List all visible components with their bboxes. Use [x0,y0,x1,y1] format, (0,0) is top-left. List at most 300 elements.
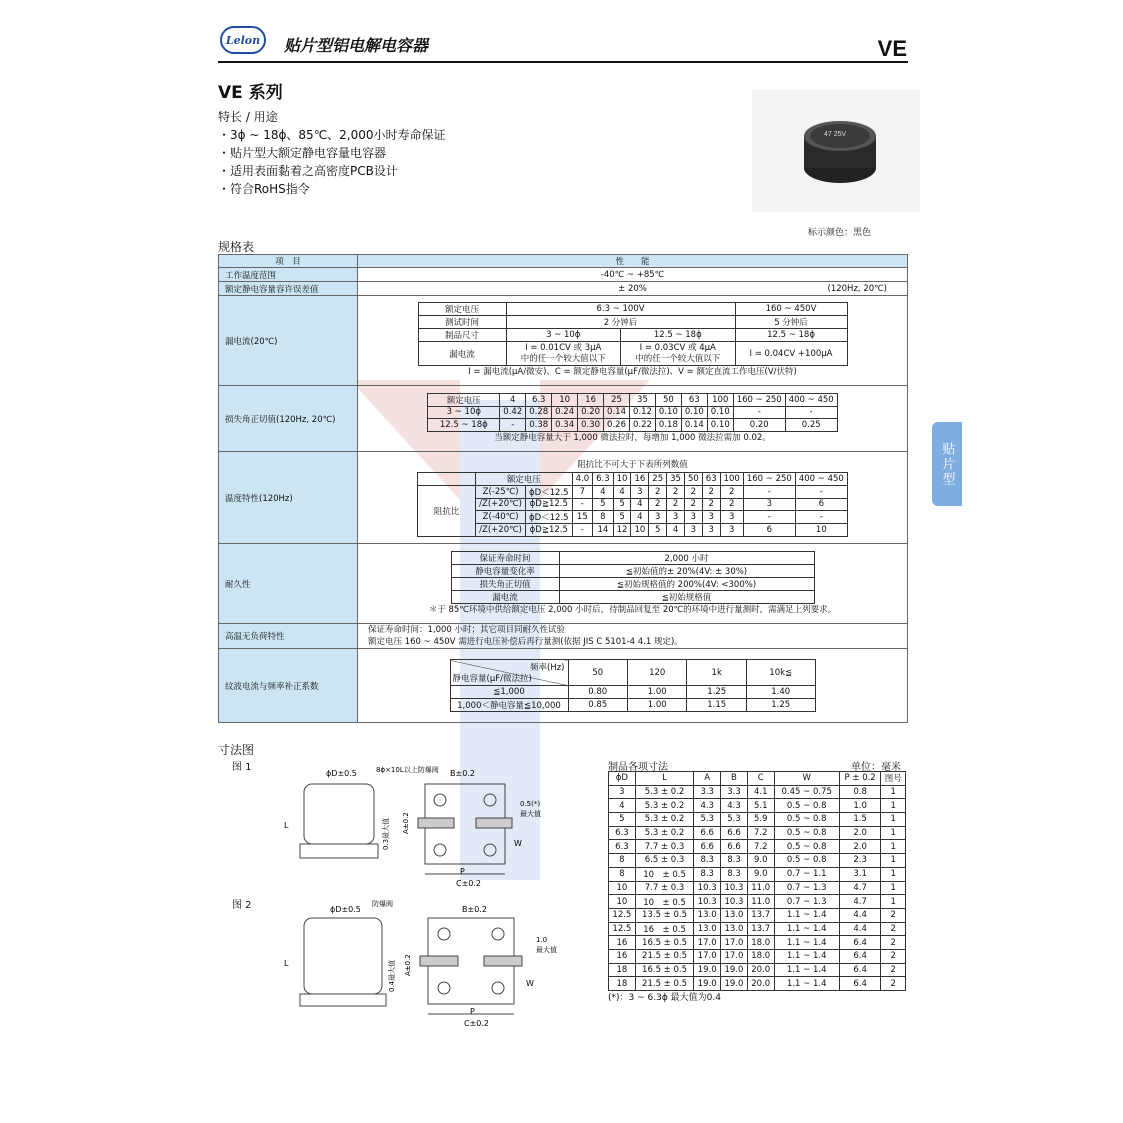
dim-header-cell: B [721,772,748,786]
dim-cell: 1 [881,813,906,827]
side-tab[interactable]: 贴片型 [932,422,962,506]
dim-cell: 0.5 ~ 0.8 [774,854,839,868]
dim-cell: 16 [609,936,636,950]
dim-cell: 0.7 ~ 1.3 [774,881,839,895]
dim-cell: 5.3 [694,813,721,827]
temp-char-cell: 4 [593,485,614,498]
ripple-freq: 120 [627,660,686,686]
dim-cell: 2 [881,949,906,963]
tand-cell: 25 [604,393,630,406]
fig2-a: A±0.2 [404,954,412,976]
dim-cell: 2.0 [839,826,881,840]
dim-cell: 8.3 [694,854,721,868]
feature-item: ・3ϕ ~ 18ϕ、85℃、2,000小时寿命保证 [218,128,446,142]
tand-cell: 3 ~ 10ϕ [428,406,500,419]
temp-char-cell: 2 [667,498,685,511]
temp-char-cell: 15 [572,511,593,524]
temp-char-cell: 4 [613,485,631,498]
dim-cell: 1.1 ~ 1.4 [774,963,839,977]
dim-cell: 0.8 [839,785,881,799]
temp-char-cell: 100 [720,472,743,485]
temp-char-cell: 12 [613,524,631,537]
end-cell: 2,000 小时 [559,551,814,564]
table-row [609,908,906,922]
dim-cell: 10 [609,895,636,909]
tand-row [428,393,837,406]
leak-formula: I = 0.03CV 或 4μA [639,342,716,353]
dim-table-note: (*)：3 ~ 6.3ϕ 最大值为0.4 [608,993,721,1003]
leak-cell [621,342,736,366]
temp-char-cell: 160 ~ 250 [743,472,795,485]
ripple-corner [450,660,568,686]
temp-char-cell: 3 [667,511,685,524]
table-row [609,895,906,909]
endurance-table [451,551,815,604]
dim-cell: 0.7 ~ 1.1 [774,867,839,881]
dim-cell: 6.5 ± 0.3 [635,854,694,868]
dim-cell: 3.3 [694,785,721,799]
tolerance-value: ± 20% [618,283,647,294]
series-title: VE 系列 [218,83,283,103]
temp-char-cell: 3 [649,511,667,524]
temp-char-cell: 3 [631,485,649,498]
fig1-l: L [284,821,289,830]
fig2-c: C±0.2 [464,1019,490,1028]
dim-cell: 3.1 [839,867,881,881]
spec-head-perf: 性 能 [358,255,908,268]
tand-cell: 0.10 [681,406,707,419]
temp-char-cell [418,472,476,485]
feature-item: ・贴片型大额定静电容量电容器 [218,146,387,160]
temp-char-cell: 2 [720,498,743,511]
tand-cell: 0.25 [785,419,837,432]
end-cell: ≦初始值的± 20%(4V: ± 30%) [559,564,814,577]
temp-char-cell: 5 [613,511,631,524]
dim-cell: 18 [609,963,636,977]
product-photo [752,90,920,212]
dim-header-row [609,772,906,786]
dim-cell: 16 ± 0.5 [635,922,694,936]
tand-cell: 0.28 [526,406,552,419]
dim-header-cell: 图号 [881,772,906,786]
temp-char-cell: 25 [649,472,667,485]
leak-cell: 3 ~ 10ϕ [506,329,621,342]
tand-cell: - [500,419,526,432]
tand-cell: 0.10 [707,419,733,432]
dim-table-title: 制品各项寸法 [608,762,668,773]
dim-cell: 1.1 ~ 1.4 [774,922,839,936]
dim-cell: 20.0 [747,977,774,991]
dim-cell: 7.2 [747,826,774,840]
dim-cell: 8 [609,854,636,868]
temp-char-row [418,511,848,524]
dim-cell: 21.5 ± 0.5 [635,977,694,991]
lelon-logo: Lelon [220,26,266,54]
photo-caption: 标示颜色：黑色 [808,228,872,238]
dim-cell: 1 [881,826,906,840]
end-cell: ≦初始规格值 [559,590,814,603]
tand-cell: 0.24 [552,406,578,419]
dim-cell: 19.0 [721,977,748,991]
temp-char-cell: 3 [684,524,702,537]
temp-char-cell: 6 [743,524,795,537]
temp-char-cell: 5 [613,498,631,511]
ripple-freq: 10k≦ [746,660,815,686]
leak-cell: 5 分钟后 [735,316,847,329]
leakage-note: I = 漏电流(μA/微安)、C = 额定静电容量(μF/微法拉)、V = 额定直流工作电压(V/伏特) [468,367,797,377]
fig2-p: P [470,1007,475,1016]
temp-char-cell: 4 [631,511,649,524]
temp-char-table [417,472,848,537]
fig1-max: 0.3最大值 [382,817,390,850]
tand-row [428,419,837,432]
dim-cell: 8.3 [721,854,748,868]
temp-char-row [418,485,848,498]
dim-cell: 1.1 ~ 1.4 [774,977,839,991]
table-row [609,936,906,950]
ripple-cell: 1.00 [627,686,686,699]
fig1-w: W [514,839,522,848]
dim-cell: 4.1 [747,785,774,799]
tand-cell: 0.20 [733,419,785,432]
leak-formula: 中的任一个较大值以下 [635,353,721,364]
fig1-r: 0.5(*) [520,800,541,808]
temp-char-cell: 2 [684,498,702,511]
dim-cell: 20.0 [747,963,774,977]
fig1-b: B±0.2 [450,769,475,778]
ripple-cell: 1,000＜静电容量≦10,000 [450,698,568,711]
dim-cell: 2 [881,908,906,922]
dim-cell: 2 [881,922,906,936]
endurance-note: ＊于 85℃环境中供给额定电压 2,000 小时后，待制品回复至 20℃的环境中进行量测时，需满足上列要求。 [428,604,837,615]
dim-cell: 2.3 [839,854,881,868]
tand-cell: 额定电压 [428,393,500,406]
dim-cell: 7.7 ± 0.3 [635,840,694,854]
shelf-line: 额定电压 160 ~ 450V 需进行电压补偿后再行量测(依据 JIS C 5101-4 4.1 规定)。 [368,637,683,647]
tand-cell: 0.14 [681,419,707,432]
temp-char-cell: 6.3 [593,472,614,485]
temp-char-row [418,498,848,511]
end-cell: ≦初始规格值的 200%(4V: <300%) [559,577,814,590]
tand-cell: 0.20 [578,406,604,419]
dim-cell: 16 [609,949,636,963]
temp-char-cell: ϕD≧12.5 [525,524,572,537]
temp-char-cell: 3 [684,511,702,524]
dim-cell: 11.0 [747,881,774,895]
tolerance-label: 额定静电容量容许误差值 [219,282,358,296]
dim-cell: 17.0 [694,936,721,950]
feature-item: ・符合RoHS指令 [218,182,310,196]
temp-char-cell: 3 [743,498,795,511]
dim-cell: 16.5 ± 0.5 [635,936,694,950]
table-row [609,813,906,827]
leak-cell: 2 分钟后 [506,316,735,329]
temp-char-cell: 400 ~ 450 [795,472,847,485]
temp-char-cell: Z(-40℃) [476,511,526,524]
temp-char-cell: - [795,485,847,498]
dim-cell: 1.1 ~ 1.4 [774,936,839,950]
end-cell: 损失角正切值 [451,577,559,590]
temp-char-cell: 63 [702,472,720,485]
dim-cell: 9.0 [747,867,774,881]
dim-cell: 5.3 ± 0.2 [635,813,694,827]
leak-cell: 制品尺寸 [418,329,506,342]
tand-label: 损失角正切值(120Hz, 20℃) [219,386,358,452]
endurance-label: 耐久性 [219,544,358,624]
fig1-phid: ϕD±0.5 [326,769,357,778]
dim-cell: 9.0 [747,854,774,868]
dim-header-cell: W [774,772,839,786]
dim-cell: 13.7 [747,922,774,936]
dim-cell: 19.0 [694,977,721,991]
fig2-label: 图 2 [232,900,252,911]
dim-cell: 10 [609,881,636,895]
fig2-r: 1.0 [536,936,548,944]
dim-header-cell: L [635,772,694,786]
endurance-cell [358,544,908,624]
tand-row [428,406,837,419]
temp-char-cell: 2 [702,498,720,511]
leak-cell: 额定电压 [418,303,506,316]
dim-cell: 6.6 [721,826,748,840]
dim-cell: 6.6 [694,840,721,854]
dim-cell: 13.0 [694,922,721,936]
table-row [609,840,906,854]
fig2-vent: 防爆阀 [372,900,393,908]
shelf-label: 高温无负荷特性 [219,624,358,649]
dim-cell: 12.5 [609,922,636,936]
dim-cell: 4.3 [721,799,748,813]
leak-cell [506,342,621,366]
temp-char-cell: - [572,524,593,537]
dim-cell: 12.5 [609,908,636,922]
dim-cell: 13.5 ± 0.5 [635,908,694,922]
dim-cell: 1 [881,867,906,881]
dim-cell: 0.5 ~ 0.8 [774,840,839,854]
leak-formula: 中的任一个较大值以下 [520,353,606,364]
temp-char-label: 温度特性(120Hz) [219,452,358,544]
feature-item: ・适用表面黏着之高密度PCB设计 [218,164,398,178]
dim-cell: 0.7 ~ 1.3 [774,895,839,909]
ripple-freq: 1k [687,660,746,686]
leak-formula: I = 0.01CV 或 3μA [525,342,602,353]
dim-cell: 2 [881,977,906,991]
spec-table [218,254,908,723]
dim-cell: 0.5 ~ 0.8 [774,813,839,827]
leak-cell: 12.5 ~ 18ϕ [621,329,736,342]
ripple-cell: 1.40 [746,686,815,699]
temp-char-cell [358,452,908,544]
tand-cell: 0.12 [629,406,655,419]
dim-cell: 10.3 [694,895,721,909]
tand-cell: 160 ~ 250 [733,393,785,406]
temp-char-cell: 2 [649,485,667,498]
ripple-freq: 50 [568,660,627,686]
figure-1-drawing [280,762,600,894]
dim-cell: 6.6 [721,840,748,854]
temp-char-cell: 2 [649,498,667,511]
dim-cell: 6.3 [609,840,636,854]
temp-char-cell: 3 [702,524,720,537]
end-cell: 保证寿命时间 [451,551,559,564]
fig2-phid: ϕD±0.5 [330,905,361,914]
dim-cell: 13.0 [721,908,748,922]
ripple-cell: 1.15 [687,698,746,711]
tand-cell: 10 [552,393,578,406]
end-cell: 漏电流 [451,590,559,603]
leak-cell: 12.5 ~ 18ϕ [735,329,847,342]
leak-cell: 测试时间 [418,316,506,329]
tand-cell: 0.30 [578,419,604,432]
dim-cell: 5.3 ± 0.2 [635,785,694,799]
temp-char-cell: 16 [631,472,649,485]
temp-char-cell: 10 [795,524,847,537]
dim-header-cell: ϕD [609,772,636,786]
tand-cell: 35 [629,393,655,406]
dim-cell: 11.0 [747,895,774,909]
ripple-cell [358,649,908,723]
temp-range-label: 工作温度范围 [219,268,358,282]
dim-cell: 5.1 [747,799,774,813]
temp-char-cell: 50 [684,472,702,485]
tand-cell: 0.14 [604,406,630,419]
dim-cell: 4 [609,799,636,813]
tand-cell: - [785,406,837,419]
temp-char-cell: ϕD＜12.5 [525,485,572,498]
dim-cell: 3.3 [721,785,748,799]
dim-cell: 2 [881,936,906,950]
dim-label: 寸法图 [218,743,255,757]
dim-cell: 4.3 [694,799,721,813]
temp-char-row [418,524,848,537]
temp-char-cell: 额定电压 [476,472,572,485]
dim-cell: 5 [609,813,636,827]
tand-cell: 400 ~ 450 [785,393,837,406]
ripple-cap-label: 静电容量(μF/微法拉) [452,674,532,685]
dim-cell: 1 [881,895,906,909]
temp-char-cell: 10 [631,524,649,537]
dim-cell: 4.4 [839,922,881,936]
tand-cell: 12.5 ~ 18ϕ [428,419,500,432]
tand-cell: 4 [500,393,526,406]
table-row [609,785,906,799]
dim-cell: 4.4 [839,908,881,922]
dim-cell: 0.45 ~ 0.75 [774,785,839,799]
series-code: VE [877,36,907,61]
dim-cell: 1 [881,785,906,799]
feature-list [218,108,446,198]
temp-char-cell: Z(-25℃) [476,485,526,498]
temp-char-cell: /Z(+20℃) [476,524,526,537]
dim-cell: 8.3 [721,867,748,881]
temp-char-cell: /Z(+20℃) [476,498,526,511]
dim-cell: 1 [881,840,906,854]
impedance-ratio-label: 阻抗比 [418,485,476,536]
dim-cell: 5.3 ± 0.2 [635,799,694,813]
temp-char-cell: 2 [702,485,720,498]
shelf-cell [358,624,908,649]
dim-cell: 13.7 [747,908,774,922]
capacitor-marking: 47 25V [824,131,847,138]
temp-char-cell: 4 [667,524,685,537]
table-row [609,867,906,881]
temp-char-cell: 2 [720,485,743,498]
dim-cell: 10.3 [721,881,748,895]
temp-char-cell: 10 [613,472,631,485]
fig2-l: L [284,959,289,968]
leakage-table [418,302,848,366]
temp-char-cell: - [795,511,847,524]
temp-char-cell: 4 [631,498,649,511]
fig1-c: C±0.2 [456,879,482,888]
temp-char-cell: ϕD≧12.5 [525,498,572,511]
table-row [609,949,906,963]
dim-cell: 1.1 ~ 1.4 [774,949,839,963]
temp-char-cell: 2 [684,485,702,498]
dim-header-cell: C [747,772,774,786]
fig1-rmax: 最大值 [520,810,541,818]
ripple-cell: 0.85 [568,698,627,711]
dim-cell: 10.3 [721,895,748,909]
tand-cell: 0.10 [655,406,681,419]
spec-label: 规格表 [218,240,255,254]
table-row [609,854,906,868]
dim-cell: 17.0 [694,949,721,963]
dim-table-unit: 单位：毫米 [851,762,901,773]
temp-char-cell: 5 [593,498,614,511]
dim-cell: 1 [881,799,906,813]
dim-cell: 1.1 ~ 1.4 [774,908,839,922]
tand-cell: 100 [707,393,733,406]
dim-cell: 7.7 ± 0.3 [635,881,694,895]
fig2-rmax: 最大值 [536,946,557,954]
ripple-cell: 1.00 [627,698,686,711]
leakage-cell [358,296,908,386]
dim-cell: 1 [881,881,906,895]
table-row [609,922,906,936]
dim-cell: 19.0 [694,963,721,977]
dim-cell: 1 [881,854,906,868]
dim-cell: 0.5 ~ 0.8 [774,826,839,840]
dim-cell: 13.0 [721,922,748,936]
leak-cell: 160 ~ 450V [735,303,847,316]
temp-char-cell: 14 [593,524,614,537]
fig1-a: A±0.2 [402,812,410,834]
dim-cell: 10 ± 0.5 [635,895,694,909]
tand-cell: 6.3 [526,393,552,406]
dim-cell: 7.2 [747,840,774,854]
dim-cell: 2.0 [839,840,881,854]
dim-cell: 13.0 [694,908,721,922]
tand-cell: 0.18 [655,419,681,432]
ripple-cell: ≦1,000 [450,686,568,699]
temp-char-cell: 8 [593,511,614,524]
header-rule [218,61,908,63]
table-row [609,826,906,840]
temp-char-cell: 4.0 [572,472,593,485]
tand-cell [358,386,908,452]
temp-char-cell: 2 [667,485,685,498]
tand-cell: 0.22 [629,419,655,432]
dim-cell: 5.3 ± 0.2 [635,826,694,840]
temp-range-value: -40℃ ~ +85℃ [358,268,908,282]
end-cell: 静电容量变化率 [451,564,559,577]
dim-cell: 10.3 [694,881,721,895]
table-row [609,977,906,991]
figure-2-drawing [280,900,600,1032]
dim-cell: 16.5 ± 0.5 [635,963,694,977]
dim-cell: 1.0 [839,799,881,813]
